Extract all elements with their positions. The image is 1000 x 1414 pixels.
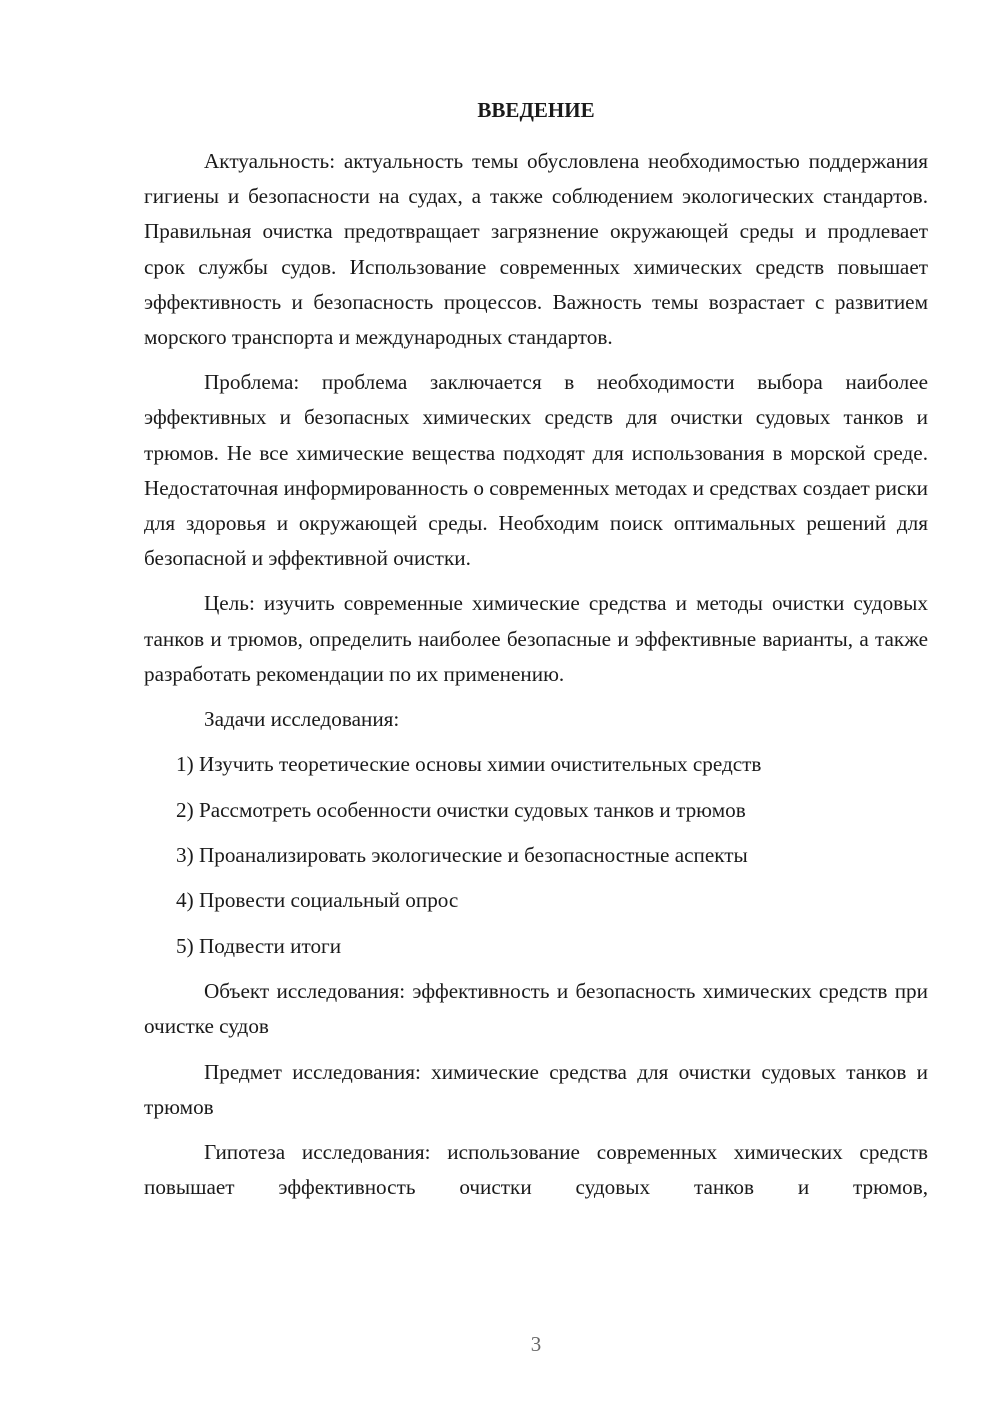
paragraph-hypothesis: Гипотеза исследования: использование современных химических средств повышает эффективность очистки судовых танков и трюмов, bbox=[144, 1140, 928, 1200]
section-heading: ВВЕДЕНИЕ bbox=[477, 98, 595, 122]
list-item: 3) Проанализировать экологические и безопасностные аспекты bbox=[176, 843, 748, 868]
list-item: 2) Рассмотреть особенности очистки судовых танков и трюмов bbox=[176, 797, 746, 822]
paragraph-subject: Предмет исследования: химические средства для очистки судовых танков и трюмов bbox=[144, 1059, 928, 1119]
paragraph-problem: Проблема: проблема заключается в необходимости выбора наиболее эффективных и безопасных химических средств для очистки судовых танков и трюмов. Не все химические вещества подходят для использования в морской среде. Недостаточная информированность о современных методах и средствах создает риски для здоровья и окружающей среды. Необходим поиск оптимальных решений для безопасной и эффективной очистки. bbox=[144, 370, 928, 571]
paragraph-goal: Цель: изучить современные химические средства и методы очистки судовых танков и трюмов, определить наиболее безопасные и эффективные варианты, а также разработать рекомендации по их применению. bbox=[144, 591, 928, 686]
list-item: 1) Изучить теоретические основы химии очистительных средств bbox=[176, 752, 762, 777]
tasks-list bbox=[144, 747, 928, 964]
paragraph-object: Объект исследования: эффективность и безопасность химических средств при очистке судов bbox=[144, 979, 928, 1039]
paragraph-tasks-intro: Задачи исследования: bbox=[204, 707, 400, 732]
paragraph-relevance: Актуальность: актуальность темы обусловлена необходимостью поддержания гигиены и безопасности на судах, а также соблюдением экологических стандартов. Правильная очистка предотвращает загрязнение окружающей среды и продлевает срок службы судов. Использование современных химических средств повышает эффективность и безопасность процессов. Важность темы возрастает с развитием морского транспорта и международных стандартов. bbox=[144, 149, 928, 350]
page-content bbox=[144, 96, 928, 1205]
list-item: 4) Провести социальный опрос bbox=[176, 888, 459, 913]
page-number: 3 bbox=[530, 1332, 542, 1356]
list-item: 5) Подвести итоги bbox=[176, 933, 342, 958]
